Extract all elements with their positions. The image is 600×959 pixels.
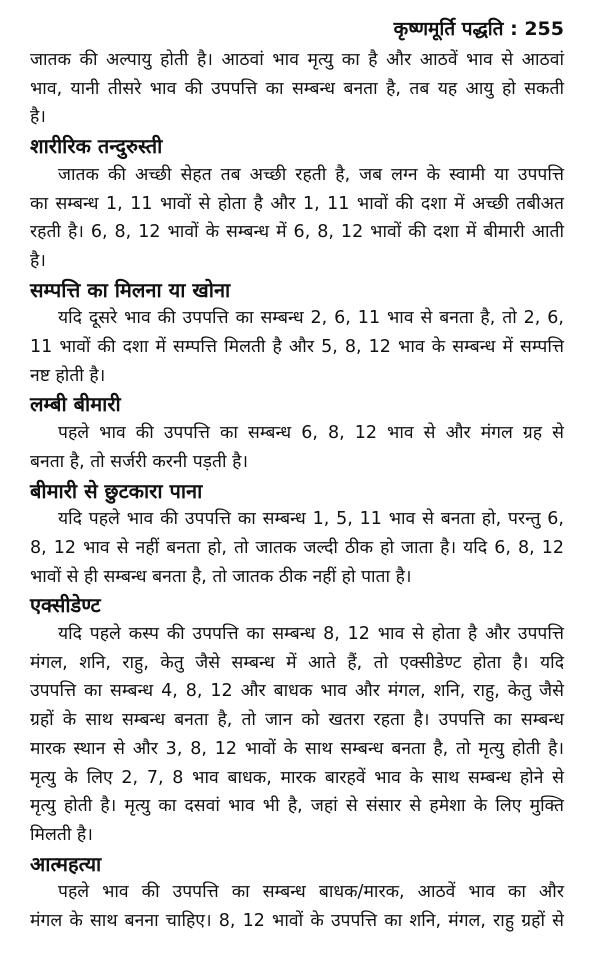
text-line: 8, 12 भाव से नहीं बनता हो, तो जातक जल्दी ठीक हो जाता है। यदि 6, 8, 12 [30,537,564,558]
text-line: यदि दूसरे भाव की उपपत्ति का सम्बन्ध 2, 6, 11 भाव से बनता है, तो 2, 6, [58,308,564,329]
text-line: है। [30,250,46,271]
section [30,850,564,936]
text-line: मंगल के साथ बनना चाहिए। 8, 12 भावों के उपपत्ति का शनि, मंगल, राहु ग्रहों से [30,911,564,932]
text-line: रहती है। 6, 8, 12 भावों के सम्बन्ध में 6, 8, 12 भावों की दशा में बीमारी आती [30,222,564,243]
text-line: बनता है, तो सर्जरी करनी पड़ती है। [30,451,249,472]
section [30,276,564,391]
section [30,390,564,476]
text-line: है। [30,107,46,128]
text-line: उपपत्ति का सम्बन्ध 4, 8, 12 और बाधक भाव और मंगल, शनि, राहु, केतु जैसे [30,681,564,702]
text-line: मृत्यु होती है। मृत्यु का दसवां भाव भी है, जहां से संसार से हमेशा के लिए मुक्ति [30,796,564,817]
section [30,132,564,276]
text-line: जातक की अल्पायु होती है। आठवां भाव मृत्यु का है और आठवें भाव से आठवां [30,50,564,70]
text-line: यदि पहले कस्प की उपपत्ति का सम्बन्ध 8, 12 भाव से होता है और उपपत्ति [58,624,564,645]
text-line: भावों से ही सम्बन्ध बनता है, तो जातक ठीक नहीं हो पाता है। [30,566,412,587]
section-heading: शारीरिक तन्दुरुस्ती [30,134,163,159]
section-heading: एक्सीडेण्ट [30,593,101,618]
section-heading: सम्पत्ति का मिलना या खोना [30,277,231,302]
section-heading: बीमारी से छुटकारा पाना [30,478,203,503]
section-heading: लम्बी बीमारी [30,392,121,417]
text-line: ग्रहों के साथ सम्बन्ध बनता है, तो जान को खतरा रहता है। उपपत्ति का सम्बन्ध [30,710,564,731]
text-line: नष्ट होती है। [30,365,106,386]
running-header: कृष्णमूर्ति पद्धति : 255 [393,18,564,40]
text-line: मारक स्थान से और 3, 8, 12 भावों के साथ सम्बन्ध बनता है, तो मृत्यु होती है। [30,738,564,759]
text-line: मृत्यु के लिए 2, 7, 8 भाव बाधक, मारक बारहवें भाव के साथ सम्बन्ध होने से [30,767,564,788]
text-line: मिलती है। [30,824,93,845]
section [30,591,564,849]
section [30,477,564,592]
text-line: 11 भावों की दशा में सम्पत्ति मिलती है और 5, 8, 12 भाव के सम्बन्ध में सम्पत्ति [30,337,564,358]
text-line: यदि पहले भाव की उपपत्ति का सम्बन्ध 1, 5, 11 भाव से बनता हो, परन्तु 6, [58,509,564,530]
section [30,46,564,132]
section-heading: आत्महत्या [30,851,102,876]
text-line: का सम्बन्ध 1, 11 भावों से होता है और 1, 11 भावों की दशा में अच्छी तबीअत [30,193,564,214]
text-line: मंगल, शनि, राहु, केतु जैसे सम्बन्ध में आते हैं, तो एक्सीडेण्ट होता है। यदि [30,652,564,673]
text-line: जातक की अच्छी सेहत तब अच्छी रहती है, जब लग्न के स्वामी या उपपत्ति [58,164,564,185]
text-line: भाव, यानी तीसरे भाव की उपपत्ति का सम्बन्ध बनता है, तब यह आयु हो सकती [30,78,564,99]
text-line: पहले भाव की उपपत्ति का सम्बन्ध 6, 8, 12 भाव से और मंगल ग्रह से [58,423,564,444]
text-line: पहले भाव की उपपत्ति का सम्बन्ध बाधक/मारक, आठवें भाव का और [58,882,564,903]
page-body [30,46,564,936]
